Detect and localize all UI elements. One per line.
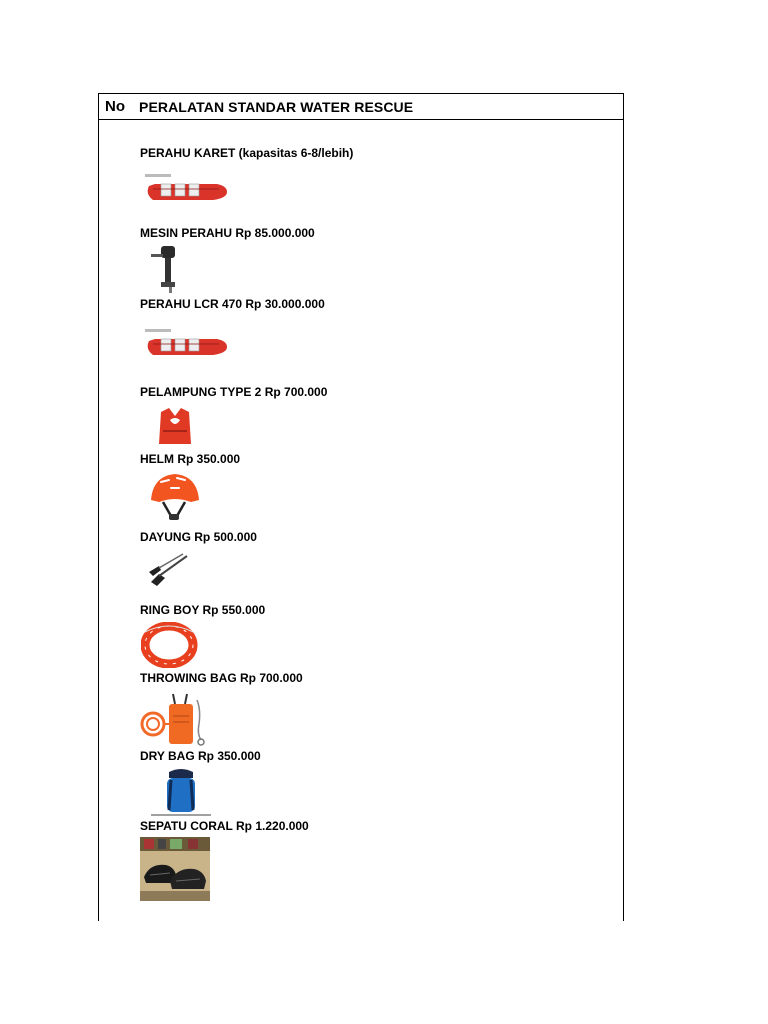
item-label-throwing-bag: THROWING BAG Rp 700.000 — [140, 671, 303, 685]
item-label-perahu-lcr: PERAHU LCR 470 Rp 30.000.000 — [140, 297, 325, 311]
item-label-pelampung: PELAMPUNG TYPE 2 Rp 700.000 — [140, 385, 328, 399]
column-header-title: PERALATAN STANDAR WATER RESCUE — [139, 99, 414, 115]
item-label-sepatu-coral: SEPATU CORAL Rp 1.220.000 — [140, 819, 309, 833]
water-shoes-icon — [140, 837, 210, 901]
item-label-ring-boy: RING BOY Rp 550.000 — [140, 603, 266, 617]
life-jacket-icon — [157, 406, 193, 446]
item-label-dry-bag: DRY BAG Rp 350.000 — [140, 749, 261, 763]
item-label-perahu-karet: PERAHU KARET (kapasitas 6-8/lebih) — [140, 146, 354, 160]
table-header-row — [99, 94, 623, 120]
item-label-mesin-perahu: MESIN PERAHU Rp 85.000.000 — [140, 226, 315, 240]
equipment-table — [98, 93, 624, 921]
inflatable-boat-icon — [143, 327, 229, 361]
helmet-icon — [147, 470, 203, 526]
life-ring-icon — [141, 622, 199, 668]
item-label-helm: HELM Rp 350.000 — [140, 452, 241, 466]
paddle-icon — [147, 552, 193, 588]
dry-bag-icon — [151, 766, 211, 816]
inflatable-boat-icon — [143, 172, 229, 206]
throw-bag-icon — [139, 690, 207, 750]
column-header-no: No — [105, 98, 125, 115]
item-label-dayung: DAYUNG Rp 500.000 — [140, 530, 257, 544]
outboard-motor-icon — [149, 244, 185, 294]
